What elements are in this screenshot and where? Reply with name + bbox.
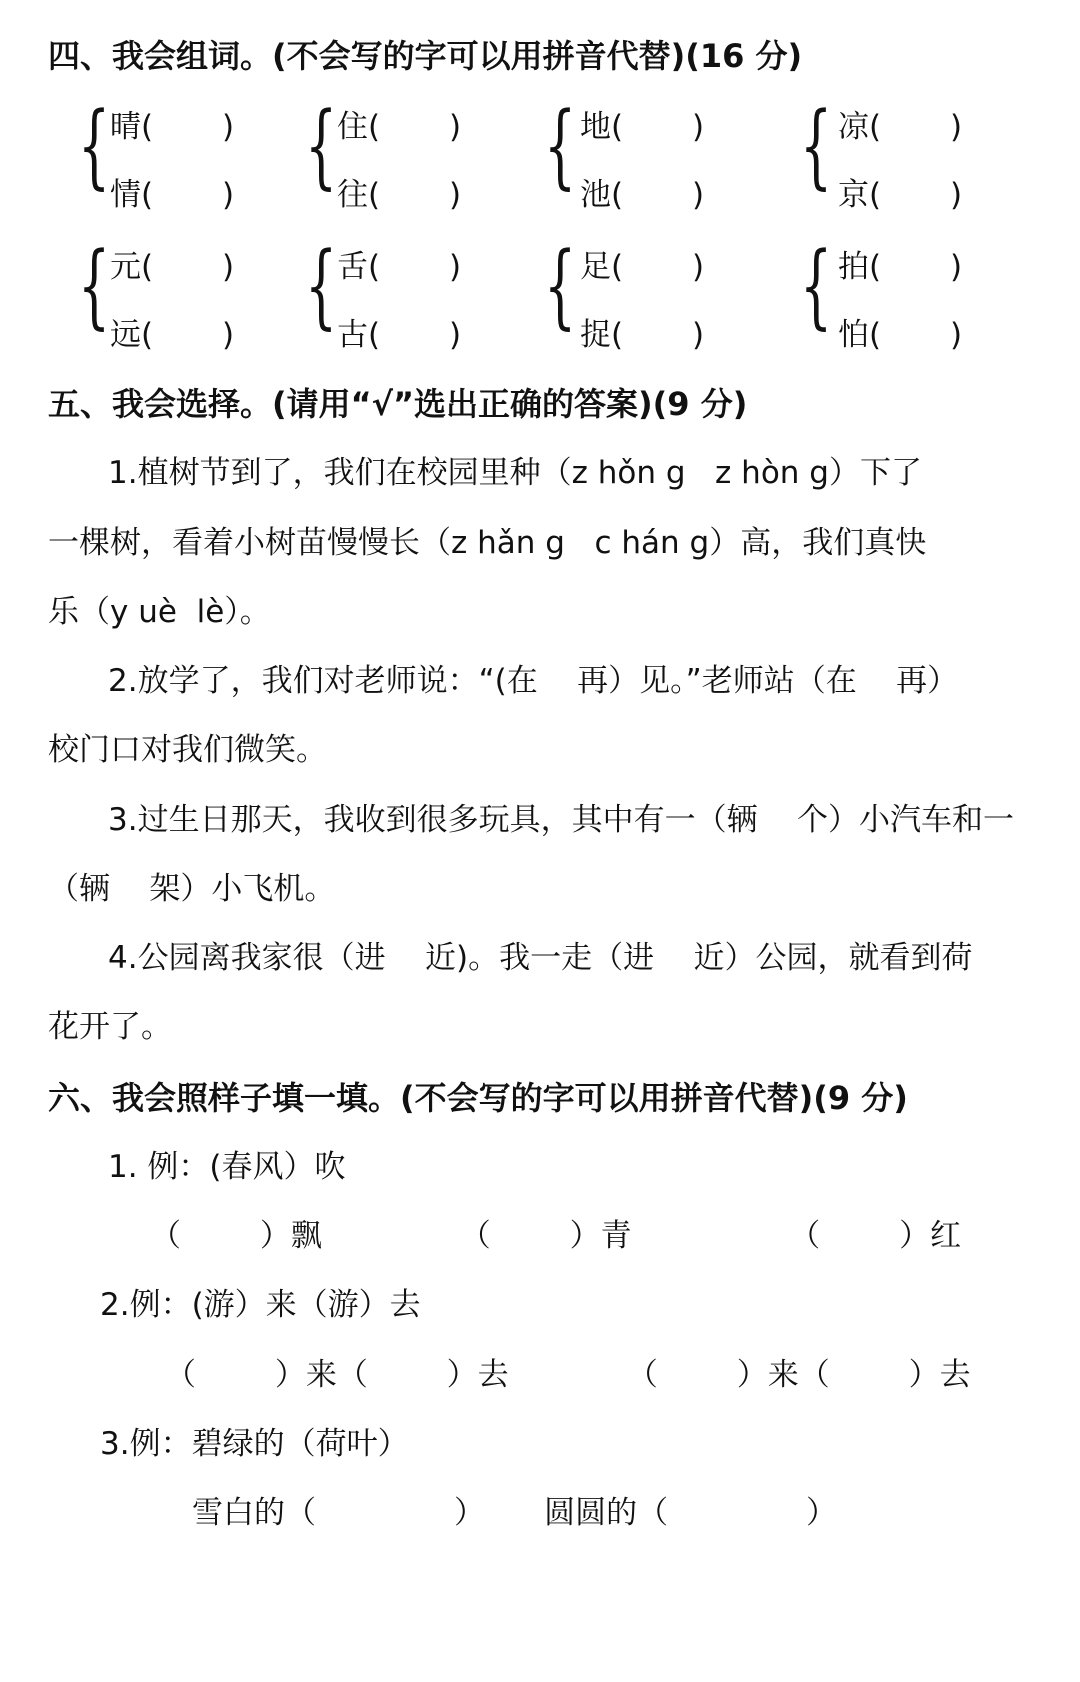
paren-close: ) <box>449 317 462 353</box>
brace-icon: { <box>800 92 833 199</box>
question-line: 一棵树，看着小树苗慢慢长（z hǎn g c hán g）高，我们真快 <box>48 525 927 561</box>
char-top: 住( <box>337 109 381 145</box>
char-bottom: 古( <box>337 317 381 353</box>
question-line: 花开了。 <box>48 1009 172 1045</box>
char-bottom: 池( <box>580 177 624 213</box>
char-bottom: 捉( <box>580 317 624 353</box>
section-4-title: 四、我会组词。(不会写的字可以用拼音代替)(16 分) <box>48 37 803 75</box>
brace-icon: { <box>544 232 577 339</box>
char-bottom: 情( <box>110 177 154 213</box>
char-top: 拍( <box>838 249 882 285</box>
fill-blank-line: 雪白的（ ） 圆圆的（ ） <box>192 1495 838 1531</box>
char-bottom: 怕( <box>838 317 882 353</box>
paren-close: ) <box>222 177 235 213</box>
question-line: 1.植树节到了，我们在校园里种（z hǒn g z hòn g）下了 <box>108 455 922 491</box>
paren-close: ) <box>692 249 705 285</box>
paren-close: ) <box>449 249 462 285</box>
char-top: 地( <box>580 109 624 145</box>
paren-close: ) <box>692 317 705 353</box>
question-line: 4.公园离我家很（进 近)。我一走（进 近）公园，就看到荷 <box>108 940 973 976</box>
example-line: 3.例：碧绿的（荷叶） <box>100 1426 409 1462</box>
paren-close: ) <box>692 109 705 145</box>
char-bottom: 京( <box>838 177 882 213</box>
char-top: 凉( <box>838 109 882 145</box>
brace-icon: { <box>800 232 833 339</box>
char-top: 元( <box>110 249 154 285</box>
fill-blank-line: （ ）来（ ）去 （ ）来（ ）去 <box>165 1357 971 1393</box>
char-bottom: 往( <box>337 177 381 213</box>
question-line: 2.放学了，我们对老师说：“(在 再）见。”老师站（在 再） <box>108 663 959 699</box>
question-line: 3.过生日那天，我收到很多玩具，其中有一（辆 个）小汽车和一 <box>108 802 1014 838</box>
question-line: （辆 架）小飞机。 <box>48 871 336 907</box>
brace-icon: { <box>78 232 111 339</box>
section-5-title: 五、我会选择。(请用“√”选出正确的答案)(9 分) <box>48 385 748 423</box>
paren-close: ) <box>692 177 705 213</box>
char-bottom: 远( <box>110 317 154 353</box>
paren-close: ) <box>222 317 235 353</box>
paren-close: ) <box>449 109 462 145</box>
fill-blank-line: （ ）飘 （ ）青 （ ）红 <box>150 1218 962 1254</box>
example-line: 2.例：(游）来（游）去 <box>100 1287 421 1323</box>
brace-icon: { <box>305 92 338 199</box>
char-top: 舌( <box>337 249 381 285</box>
paren-close: ) <box>950 109 963 145</box>
section-6-title: 六、我会照样子填一填。(不会写的字可以用拼音代替)(9 分) <box>48 1079 908 1117</box>
paren-close: ) <box>222 109 235 145</box>
paren-close: ) <box>950 317 963 353</box>
example-line: 1. 例：(春风）吹 <box>108 1149 346 1185</box>
question-line: 校门口对我们微笑。 <box>48 732 327 768</box>
paren-close: ) <box>449 177 462 213</box>
paren-close: ) <box>950 177 963 213</box>
paren-close: ) <box>222 249 235 285</box>
brace-icon: { <box>544 92 577 199</box>
brace-icon: { <box>78 92 111 199</box>
char-top: 晴( <box>110 109 154 145</box>
paren-close: ) <box>950 249 963 285</box>
brace-icon: { <box>305 232 338 339</box>
question-line: 乐（y uè lè）。 <box>48 594 271 630</box>
char-top: 足( <box>580 249 624 285</box>
